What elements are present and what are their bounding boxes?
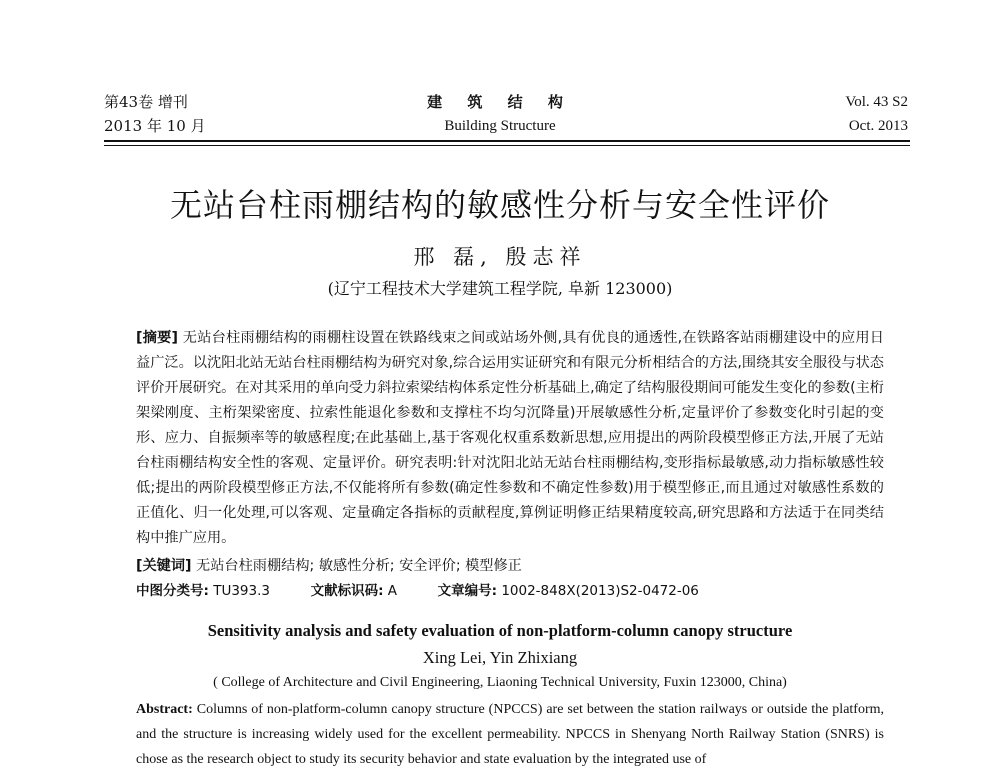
volume-issue: 第43卷 增刊 (104, 93, 188, 111)
doc-code-label: 文献标识码: (310, 583, 384, 599)
abstract-cn-text: 无站台柱雨棚结构的雨棚柱设置在铁路线束之间或站场外侧,具有优良的通透性,在铁路客站雨棚建设中的应用日益广泛。以沈阳北站无站台柱雨棚结构为研究对象,综合运用实证研究和有限元分析相结合的方法,围绕其安全服役与状态评价开展研究。在对其采用的单向受力斜拉索梁结构体系定性分析基础上,确定了结构服役期间可能发生变化的参数(主桁架梁刚度、主桁架梁密度、拉索性能退化参数和支撑柱不均匀沉降量)开展敏感性分析,定量评价了参数变化时引起的变形、应力、自振频率等的敏感程度;在此基础上,基于客观化权重系数新思想,应用提出的两阶段模型修正方法,开展了无站台柱雨棚结构安全性的客观、定量评价。研究表明:针对沈阳北站无站台柱雨棚结构,变形指标最敏感,动力指标敏感性较低;提出的两阶段模型修正方法,不仅能将所有参数(确定性参数和不确定性参数)用于模型修正,而且通过对敏感性系数的正值化、归一化处理,可以客观、定量确定各指标的贡献程度,算例证明修正结果精度较高,研究思路和方法适于在同类结构中推广应用。 (136, 330, 884, 546)
article-no-value: 1002-848X(2013)S2-0472-06 (501, 583, 699, 599)
article-no-label: 文章编号: (437, 583, 498, 599)
clc-value: TU393.3 (213, 583, 270, 599)
abstract-en-text: Columns of non-platform-column canopy structure (NPCCS) are set between the station railways or outside the platform, and the structure is increasing widely used for the excellent permeability. NPCCS in Shenyang North Railway Station (SNRS) is chose as the research object to study its security behavior and state evaluation by the integrated use of (136, 702, 885, 767)
header-rule-thin (104, 145, 910, 146)
journal-name-cn: 建 筑 结 构 (427, 93, 573, 111)
header-right (845, 90, 908, 138)
abstract-en (136, 697, 884, 772)
keywords-text: 无站台柱雨棚结构; 敏感性分析; 安全评价; 模型修正 (196, 558, 522, 574)
paper-affiliation: (辽宁工程技术大学建筑工程学院, 阜新 123000) (327, 279, 673, 298)
journal-name-en: Building Structure (444, 118, 556, 134)
clc-label: 中图分类号: (136, 583, 209, 599)
header-rule-thick (104, 140, 910, 142)
keywords-label: [关键词] (136, 558, 192, 574)
classification-line (136, 580, 884, 602)
issue-date: 2013 年 10 月 (104, 117, 206, 135)
paper-title-en: Sensitivity analysis and safety evaluation of non-platform-column canopy structure (207, 621, 793, 640)
abstract-en-label: Abstract: (136, 702, 193, 717)
paper-affiliation-en: ( College of Architecture and Civil Engineering, Liaoning Technical University, Fuxin 123000, China) (213, 675, 787, 690)
abstract-cn-label: [摘要] (136, 330, 179, 346)
paper-authors: 邢 磊, 殷志祥 (413, 245, 587, 269)
paper-title: 无站台柱雨棚结构的敏感性分析与安全性评价 (169, 186, 830, 224)
paper-authors-en: Xing Lei, Yin Zhixiang (422, 648, 578, 667)
keywords (136, 554, 884, 578)
doc-code-value: A (387, 583, 398, 599)
date-en: Oct. 2013 (848, 118, 908, 134)
abstract-cn (136, 326, 884, 551)
volume-en: Vol. 43 S2 (845, 94, 908, 110)
